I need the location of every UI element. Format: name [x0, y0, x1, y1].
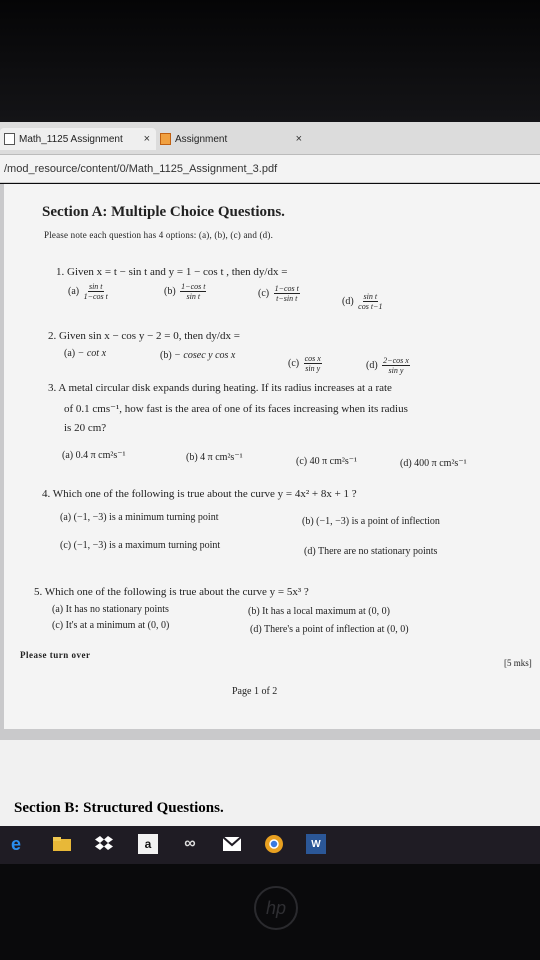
q5-option-b: (b) It has a local maximum at (0, 0) — [248, 606, 390, 617]
q3-option-b: (b) 4 π cm²s⁻¹ — [186, 452, 243, 463]
document-icon — [4, 133, 15, 145]
pdf-page-2 — [0, 740, 540, 826]
question-2-stem: 2. Given sin x − cos y − 2 = 0, then dy/dx = — [48, 330, 240, 342]
section-b-title: Section B: Structured Questions. — [14, 800, 224, 816]
q2-option-b: (b) − cosec y cos x — [160, 350, 236, 361]
pdf-viewer[interactable] — [0, 184, 540, 740]
dropbox-icon[interactable] — [94, 834, 114, 854]
question-1-stem: 1. Given x = t − sin t and y = 1 − cos t , then dy/dx = — [56, 266, 288, 278]
q1-option-c: (c) $\frac{\text{1−cos t}}{\text{t−sin t}}$ — [258, 284, 299, 303]
file-explorer-icon[interactable] — [52, 834, 72, 854]
q1-option-b: (b) $\frac{\text{1−cos t}}{\text{sin t}}$ — [164, 282, 206, 301]
q5-option-d: (d) There's a point of inflection at (0, 0) — [250, 624, 409, 635]
windows-taskbar — [0, 826, 540, 864]
close-icon[interactable]: × — [295, 133, 302, 145]
q3-option-a: (a) 0.4 π cm²s⁻¹ — [62, 450, 126, 461]
q3-option-d: (d) 400 π cm²s⁻¹ — [400, 458, 467, 469]
q5-option-c: (c) It's at a minimum at (0, 0) — [52, 620, 170, 631]
marks-label: [5 mks] — [504, 658, 532, 668]
edge-icon[interactable]: e — [10, 833, 21, 854]
please-turn-over: Please turn over — [20, 650, 91, 660]
q5-option-a: (a) It has no stationary points — [52, 604, 169, 615]
q1-option-a: (a) $\frac{\text{sin t}}{\text{1−cos t}}$ — [68, 282, 108, 301]
q4-option-a: (a) (−1, −3) is a minimum turning point — [60, 512, 219, 523]
question-5-stem: 5. Which one of the following is true about the curve y = 5x³ ? — [34, 586, 309, 598]
browser-tab-bar — [0, 122, 540, 155]
q3-option-c: (c) 40 π cm²s⁻¹ — [296, 456, 358, 467]
word-icon[interactable]: W — [306, 834, 326, 854]
chrome-icon[interactable] — [264, 834, 284, 854]
q1-option-d: (d) $\frac{\text{sin t}}{\text{cos t−1}}$ — [342, 292, 383, 311]
tab-math-assignment[interactable] — [0, 128, 156, 150]
q2-option-a: (a) − cot x — [64, 348, 107, 359]
amazon-icon[interactable]: a — [138, 834, 158, 854]
hp-logo: hp — [254, 886, 298, 930]
address-bar[interactable]: /mod_resource/content/0/Math_1125_Assignment_3.pdf — [0, 155, 540, 183]
mail-icon[interactable] — [222, 834, 242, 854]
q4-option-c: (c) (−1, −3) is a maximum turning point — [60, 540, 221, 551]
q4-option-d: (d) There are no stationary points — [304, 546, 438, 557]
question-4-stem: 4. Which one of the following is true about the curve y = 4x² + 8x + 1 ? — [42, 488, 357, 500]
moodle-icon — [160, 133, 171, 145]
tab-label: Math_1125 Assignment — [19, 133, 123, 145]
question-3-stem-line-3: is 20 cm? — [64, 422, 107, 434]
q2-option-c: (c) $\frac{\text{cos x}}{\text{sin y}}$ — [288, 354, 321, 373]
q4-option-b: (b) (−1, −3) is a point of inflection — [302, 516, 440, 527]
page-number: Page 1 of 2 — [232, 686, 278, 697]
instructions-note: Please note each question has 4 options: (a), (b), (c) and (d). — [44, 230, 274, 240]
question-3-stem-line-1: 3. A metal circular disk expands during heating. If its radius increases at a rate — [48, 382, 392, 394]
infinity-icon[interactable]: ∞ — [184, 835, 196, 852]
section-a-title: Section A: Multiple Choice Questions. — [42, 204, 285, 220]
tab-label: Assignment — [175, 133, 228, 145]
close-icon[interactable]: × — [143, 133, 150, 145]
question-3-stem-line-2: of 0.1 cms⁻¹, how fast is the area of one of its faces increasing when its radius — [64, 403, 408, 415]
q2-option-d: (d) $\frac{\text{2−cos x}}{\text{sin y}}$ — [366, 356, 409, 375]
pdf-page — [4, 184, 540, 729]
tab-assignment[interactable] — [160, 128, 308, 150]
monitor-bezel-top — [0, 0, 540, 122]
